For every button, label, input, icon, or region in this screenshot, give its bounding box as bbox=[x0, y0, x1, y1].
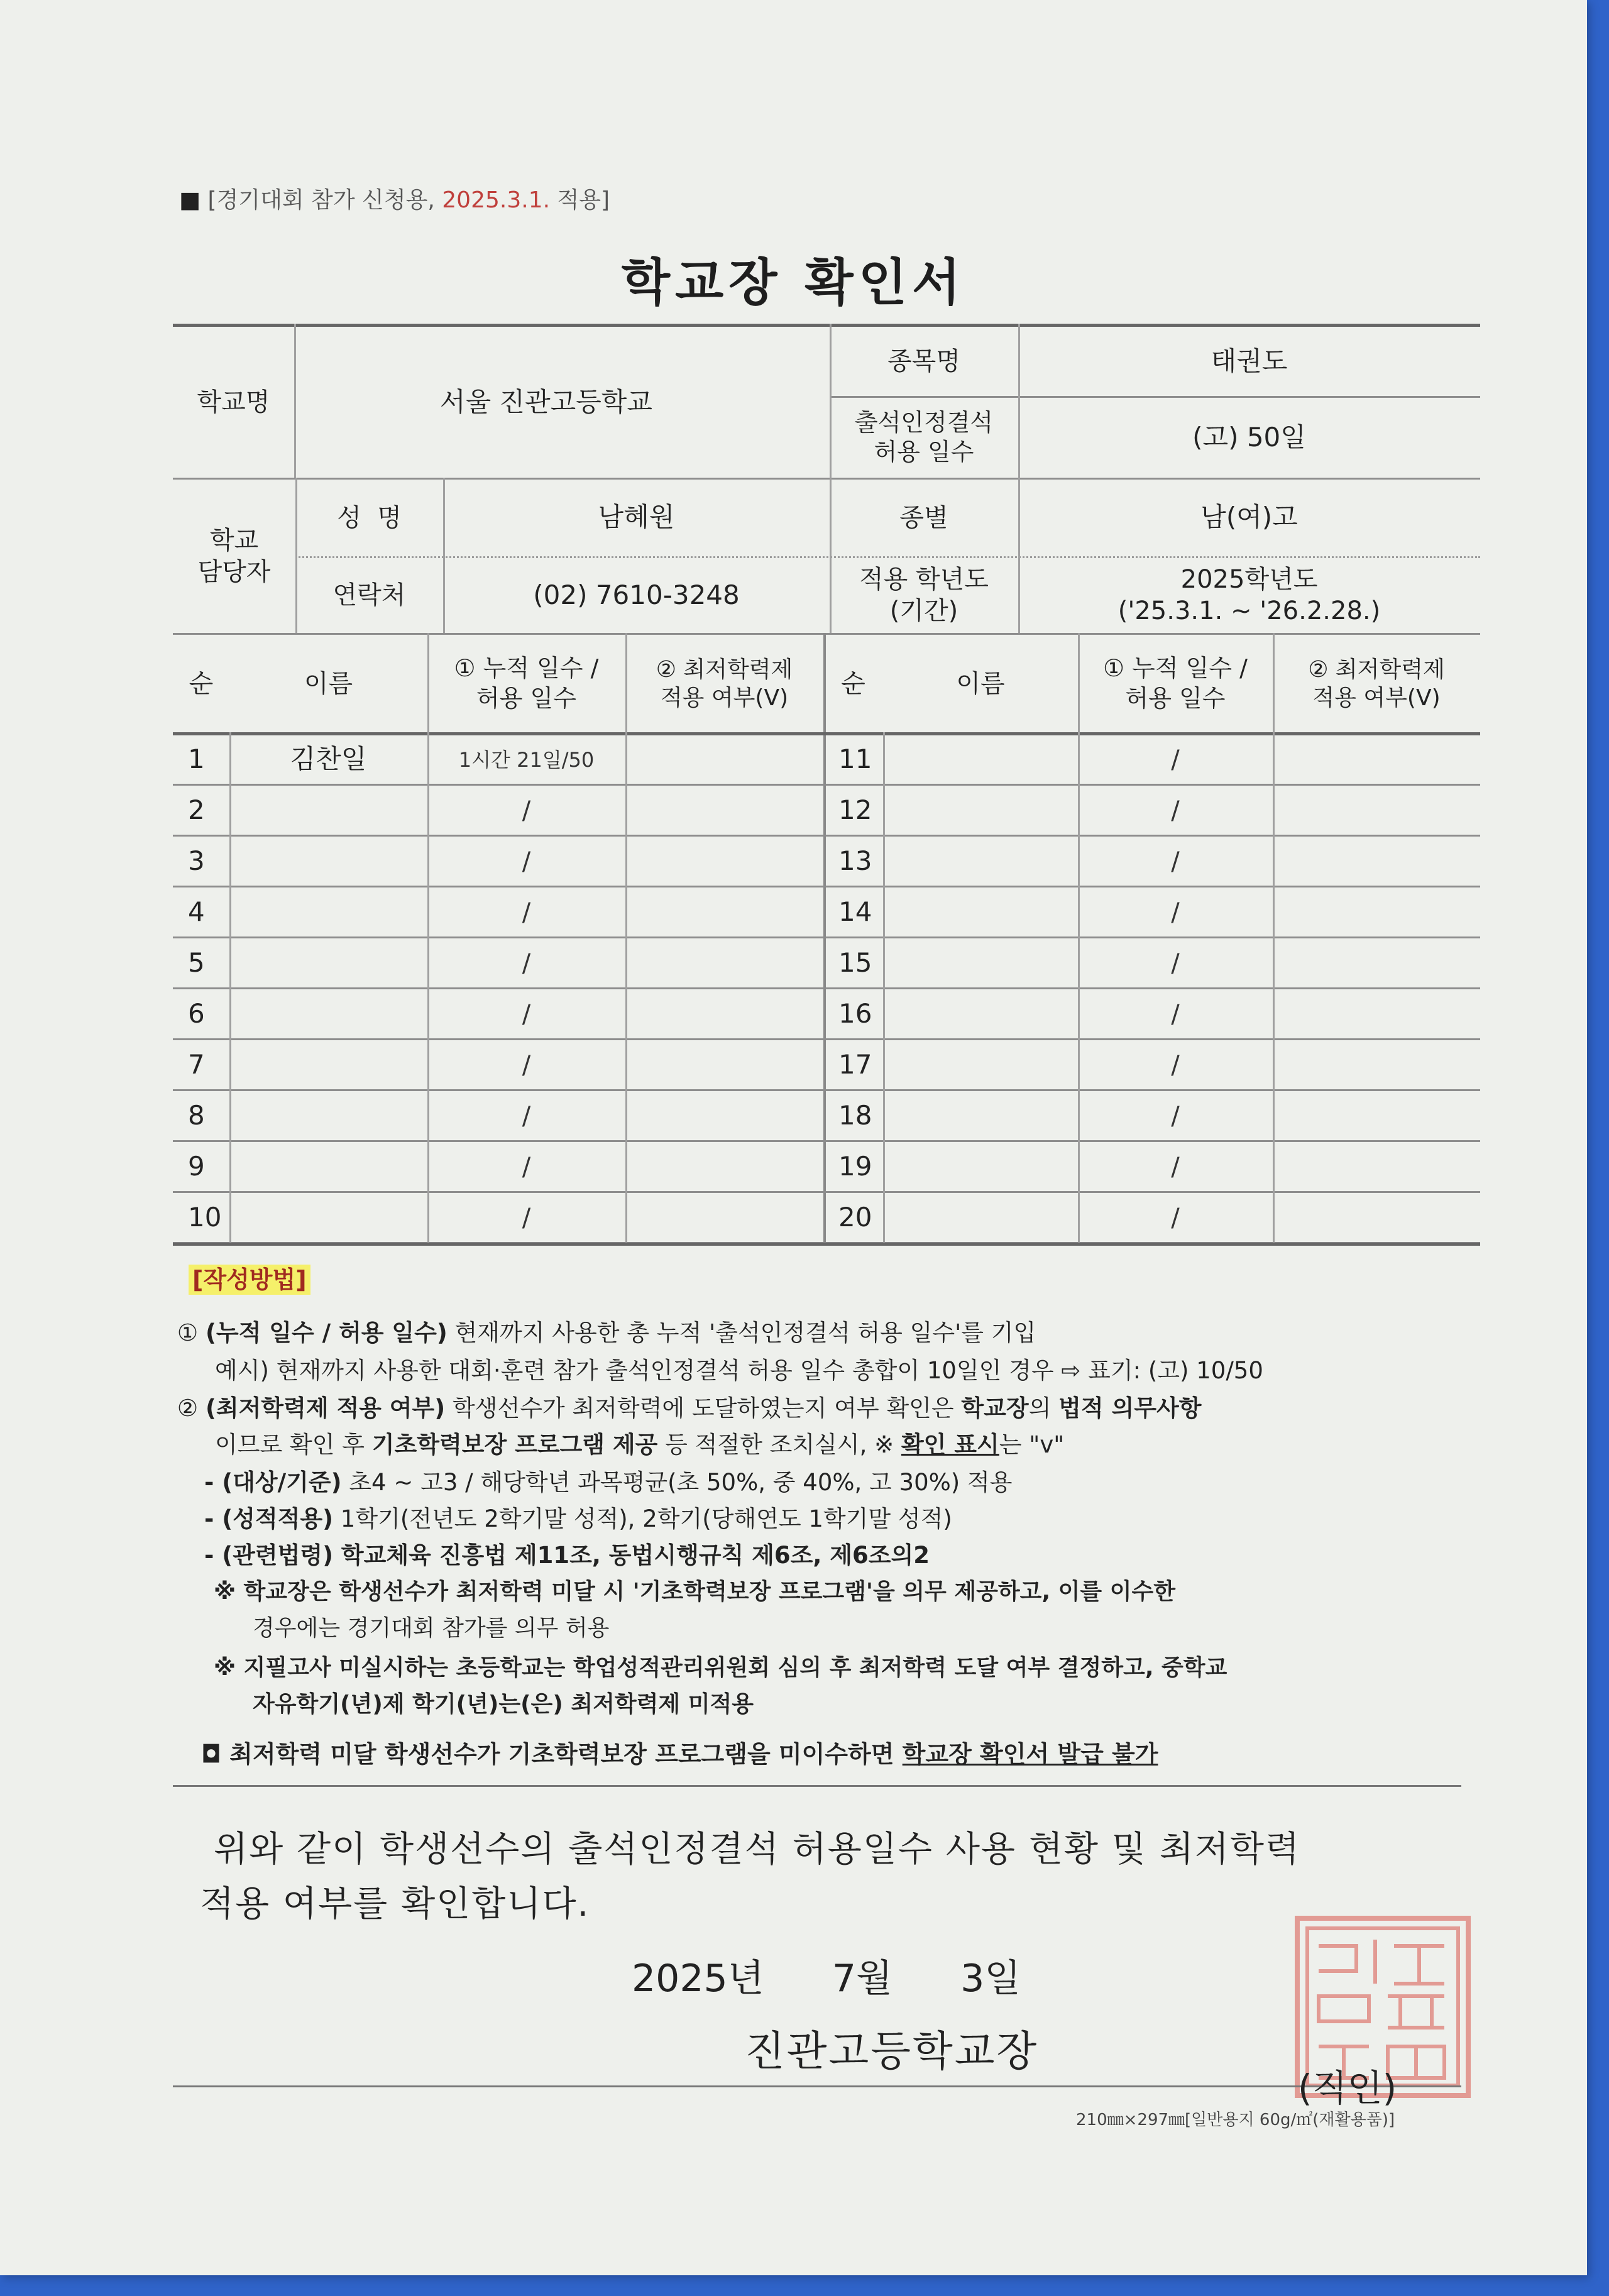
year-value-line1: 2025학년도 bbox=[1180, 565, 1318, 594]
student-name bbox=[883, 1040, 1078, 1090]
col-header-no: 순 bbox=[189, 669, 214, 698]
date-month: 7월 bbox=[832, 1957, 892, 2001]
gender-value: 남(여)고 bbox=[1200, 502, 1298, 533]
cumulative-days: / bbox=[1171, 1050, 1180, 1080]
page-title: 학교장 확인서 bbox=[621, 253, 966, 312]
date-line bbox=[632, 1948, 1021, 2002]
row-number: 15 bbox=[838, 947, 872, 979]
col-line bbox=[1273, 633, 1275, 1243]
sport-value: 태권도 bbox=[1211, 345, 1288, 376]
cumulative-days: / bbox=[1171, 948, 1180, 978]
instruction-1-title: (누적 일수 / 허용 일수) bbox=[205, 1319, 448, 1346]
manager-label-line2: 담당자 bbox=[197, 557, 271, 586]
row-number: 2 bbox=[188, 794, 205, 826]
contact-value: (02) 7610-3248 bbox=[533, 579, 740, 610]
form-tag-prefix: [경기대회 참가 신청용, bbox=[207, 187, 442, 213]
col-line bbox=[229, 732, 231, 1243]
note-1-line2: 경우에는 경기대회 참가를 의무 허용 bbox=[253, 1615, 610, 1641]
manager-label-line1: 학교 bbox=[209, 525, 259, 555]
name-value: 남혜원 bbox=[598, 502, 675, 533]
min-score-check bbox=[625, 989, 823, 1040]
cumulative-days: / bbox=[1171, 898, 1180, 927]
instruction-2-line2 bbox=[215, 1425, 1064, 1459]
row-number: 6 bbox=[188, 998, 205, 1030]
allowed-days-label-line2: 허용 일수 bbox=[874, 438, 974, 466]
student-name bbox=[883, 887, 1078, 938]
min-score-check bbox=[625, 1141, 823, 1192]
notice bbox=[201, 1735, 1158, 1769]
note-2-line2: 자유학기(년)제 학기(년)는(은) 최저학력제 미적용 bbox=[253, 1691, 754, 1717]
row-number: 9 bbox=[188, 1151, 205, 1182]
min-score-check bbox=[1273, 887, 1480, 938]
cumulative-days: / bbox=[522, 796, 531, 825]
student-name bbox=[883, 1192, 1078, 1243]
student-name bbox=[229, 1192, 427, 1243]
col-header-min-right bbox=[1273, 635, 1480, 732]
cumulative-days: / bbox=[1171, 847, 1180, 876]
student-name bbox=[229, 785, 427, 836]
col-header-days-line1: ① 누적 일수 / bbox=[454, 654, 599, 682]
row-number: 3 bbox=[188, 845, 205, 877]
form-tag-bullet: ■ bbox=[179, 187, 201, 213]
instruction-2-line2-a: 이므로 확인 후 bbox=[215, 1431, 372, 1458]
min-score-check bbox=[1273, 938, 1480, 989]
form-tag-date: 2025.3.1. bbox=[442, 187, 551, 213]
note-2-line1: ※ 지필고사 미실시하는 초등학교는 학업성적관리위원회 심의 후 최저학력 도달 여부 결정하고, 중학교 bbox=[214, 1655, 1227, 1681]
col-line bbox=[883, 732, 885, 1243]
row-number: 7 bbox=[188, 1049, 205, 1080]
col-line bbox=[1078, 633, 1080, 1243]
col-header-min bbox=[625, 635, 823, 732]
detail-grades-label: - (성적적용) bbox=[204, 1505, 334, 1532]
notice-bullet: ◘ bbox=[201, 1740, 221, 1768]
detail-grades-text: 1학기(전년도 2학기말 성적), 2학기(당해연도 1학기말 성적) bbox=[333, 1505, 952, 1532]
cumulative-days: / bbox=[522, 999, 531, 1029]
allowed-days-label bbox=[830, 397, 1018, 478]
min-score-check bbox=[1273, 1090, 1480, 1141]
detail-target-text: 초4 ~ 고3 / 해당학년 과목평균(초 50%, 중 40%, 고 30%) 적용 bbox=[341, 1469, 1013, 1496]
cumulative-days: / bbox=[522, 1203, 531, 1233]
student-name bbox=[229, 938, 427, 989]
year-label-line1: 적용 학년도 bbox=[859, 565, 989, 594]
date-day: 3일 bbox=[960, 1957, 1021, 2001]
gender-label: 종별 bbox=[899, 503, 948, 532]
row-number: 20 bbox=[838, 1202, 872, 1233]
min-score-check bbox=[625, 836, 823, 887]
instruction-1 bbox=[177, 1314, 1036, 1348]
name-label: 성 명 bbox=[337, 503, 402, 532]
signature-school: 진관고등학교장 bbox=[745, 2027, 1039, 2075]
cumulative-days: / bbox=[522, 948, 531, 978]
contact-label: 연락처 bbox=[332, 581, 406, 610]
statement-line1: 위와 같이 학생선수의 출석인정결석 허용일수 사용 현황 및 최저학력 bbox=[214, 1829, 1301, 1870]
col-header-days-right-line1: ① 누적 일수 / bbox=[1103, 654, 1248, 682]
paper-spec: 210㎜×297㎜[일반용지 60g/㎡(재활용품)] bbox=[1076, 2111, 1395, 2129]
manager-label bbox=[173, 479, 295, 633]
min-score-check bbox=[1273, 1141, 1480, 1192]
col-header-days-line2: 허용 일수 bbox=[476, 684, 576, 712]
cumulative-days: / bbox=[522, 1152, 531, 1182]
min-score-check bbox=[625, 1090, 823, 1141]
instruction-1-mark: ① bbox=[177, 1319, 199, 1346]
cumulative-days: / bbox=[522, 847, 531, 876]
student-name bbox=[229, 836, 427, 887]
student-name bbox=[883, 1141, 1078, 1192]
student-name bbox=[229, 1141, 427, 1192]
instruction-2-bold-b: 학교장 bbox=[961, 1395, 1029, 1422]
col-line bbox=[625, 633, 627, 1243]
instruction-2-text-a: 학생선수가 최저학력에 도달하였는지 여부 확인은 bbox=[445, 1395, 962, 1422]
instruction-2-line2-b: 등 적절한 조치실시, ※ bbox=[657, 1431, 901, 1458]
cumulative-days: / bbox=[1171, 745, 1180, 774]
col-header-days bbox=[427, 635, 625, 732]
col-header-name: 이름 bbox=[304, 669, 353, 698]
min-score-check bbox=[1273, 836, 1480, 887]
instructions-heading bbox=[189, 1260, 310, 1295]
detail-law-label: - (관련법령) bbox=[204, 1542, 334, 1569]
min-score-check bbox=[625, 1040, 823, 1090]
allowed-days-value: (고) 50일 bbox=[1192, 421, 1306, 453]
min-score-check bbox=[1273, 734, 1480, 785]
col-header-name-right: 이름 bbox=[956, 669, 1005, 698]
row-number: 19 bbox=[838, 1151, 872, 1182]
student-name bbox=[883, 836, 1078, 887]
student-name bbox=[883, 1090, 1078, 1141]
student-name bbox=[883, 989, 1078, 1040]
cumulative-days: / bbox=[522, 1101, 531, 1131]
form-tag bbox=[179, 182, 610, 214]
row-number: 10 bbox=[188, 1202, 222, 1233]
row-number: 4 bbox=[188, 896, 205, 928]
col-header-min-right-line2: 적용 여부(V) bbox=[1312, 684, 1441, 711]
cumulative-days: / bbox=[1171, 796, 1180, 825]
notice-underline: 학교장 확인서 발급 불가 bbox=[902, 1740, 1158, 1768]
row-number: 11 bbox=[838, 744, 872, 775]
student-name bbox=[229, 1090, 427, 1141]
instruction-2-mark: ② bbox=[177, 1395, 199, 1422]
date-year: 2025년 bbox=[632, 1957, 764, 2001]
student-name bbox=[883, 785, 1078, 836]
col-header-min-line1: ② 최저학력제 bbox=[656, 656, 793, 683]
cumulative-days: / bbox=[1171, 1101, 1180, 1131]
student-name bbox=[229, 989, 427, 1040]
detail-law-text: 학교체육 진흥법 제11조, 동법시행규칙 제6조, 제6조의2 bbox=[333, 1542, 930, 1569]
detail-law bbox=[204, 1536, 930, 1570]
row-number: 5 bbox=[188, 947, 205, 979]
col-header-min-right-line1: ② 최저학력제 bbox=[1308, 656, 1445, 683]
year-value-line2: ('25.3.1. ~ '26.2.28.) bbox=[1118, 596, 1381, 625]
col-header-days-right-line2: 허용 일수 bbox=[1125, 684, 1226, 712]
min-score-check bbox=[625, 1192, 823, 1243]
instruction-2-text-c: 의 bbox=[1028, 1395, 1059, 1422]
instructions-heading-label: [작성방법] bbox=[189, 1265, 310, 1295]
row-number: 1 bbox=[188, 744, 205, 775]
bottom-rule bbox=[173, 2085, 1461, 2087]
min-score-check bbox=[1273, 785, 1480, 836]
row-number: 18 bbox=[838, 1100, 872, 1131]
cumulative-days: / bbox=[1171, 1152, 1180, 1182]
col-header-days-right bbox=[1078, 635, 1273, 732]
min-score-check bbox=[625, 734, 823, 785]
cumulative-days: / bbox=[522, 898, 531, 927]
cumulative-days: / bbox=[1171, 999, 1180, 1029]
detail-target-label: - (대상/기준) bbox=[204, 1469, 342, 1496]
year-value bbox=[1018, 558, 1480, 633]
student-name bbox=[229, 1040, 427, 1090]
year-label-line2: (기간) bbox=[889, 596, 958, 625]
detail-grades bbox=[204, 1500, 952, 1534]
instruction-2-bold-d: 법적 의무사항 bbox=[1058, 1395, 1202, 1422]
instruction-2 bbox=[177, 1389, 1201, 1423]
min-score-check bbox=[625, 887, 823, 938]
student-name bbox=[883, 734, 1078, 785]
row-number: 17 bbox=[838, 1049, 872, 1080]
school-label: 학교명 bbox=[197, 388, 270, 417]
student-name bbox=[229, 887, 427, 938]
statement-line2: 적용 여부를 확인합니다. bbox=[200, 1884, 590, 1925]
row-number: 16 bbox=[838, 998, 872, 1030]
detail-target bbox=[204, 1463, 1012, 1497]
school-value: 서울 진관고등학교 bbox=[440, 386, 652, 417]
cumulative-days: / bbox=[1171, 1203, 1180, 1233]
row-number: 12 bbox=[838, 794, 872, 826]
student-name: 김찬일 bbox=[290, 744, 367, 775]
min-score-check bbox=[625, 938, 823, 989]
year-label bbox=[830, 558, 1018, 633]
instruction-2-title: (최저학력제 적용 여부) bbox=[205, 1395, 446, 1422]
instruction-2-line2-bold: 기초학력보장 프로그램 제공 bbox=[371, 1431, 658, 1458]
cumulative-days: / bbox=[522, 1050, 531, 1080]
student-name bbox=[883, 938, 1078, 989]
allowed-days-label-line1: 출석인정결석 bbox=[854, 408, 994, 436]
form-tag-suffix: 적용] bbox=[550, 187, 610, 213]
min-score-check bbox=[1273, 1040, 1480, 1090]
table-bottom-rule bbox=[173, 1243, 1480, 1246]
row-number: 14 bbox=[838, 896, 872, 928]
notice-text: 최저학력 미달 학생선수가 기초학력보장 프로그램을 미이수하면 bbox=[221, 1740, 903, 1768]
min-score-check bbox=[1273, 989, 1480, 1040]
min-score-check bbox=[1273, 1192, 1480, 1243]
section-rule bbox=[173, 1785, 1461, 1787]
cumulative-days: 1시간 21일/50 bbox=[458, 747, 595, 772]
col-header-no-right: 순 bbox=[841, 669, 865, 698]
sport-label: 종목명 bbox=[887, 347, 960, 376]
note-1-line1: ※ 학교장은 학생선수가 최저학력 미달 시 '기초학력보장 프로그램'을 의무 제공하고, 이를 이수한 bbox=[214, 1579, 1176, 1605]
instruction-1-text: 현재까지 사용한 총 누적 '출석인정결석 허용 일수'를 기입 bbox=[447, 1319, 1036, 1346]
row-number: 13 bbox=[838, 845, 872, 877]
instruction-2-line2-c: 는 "v" bbox=[999, 1431, 1065, 1458]
seal-label: (직인) bbox=[1298, 2067, 1397, 2109]
col-line bbox=[427, 633, 429, 1243]
instruction-2-line2-bold2: 확인 표시 bbox=[901, 1431, 999, 1458]
row-number: 8 bbox=[188, 1100, 205, 1131]
instruction-1-example: 예시) 현재까지 사용한 대회·훈련 참가 출석인정결석 허용 일수 총합이 10일인 경우 ⇨ 표기: (고) 10/50 bbox=[215, 1357, 1263, 1384]
col-header-min-line2: 적용 여부(V) bbox=[660, 684, 789, 711]
min-score-check bbox=[625, 785, 823, 836]
